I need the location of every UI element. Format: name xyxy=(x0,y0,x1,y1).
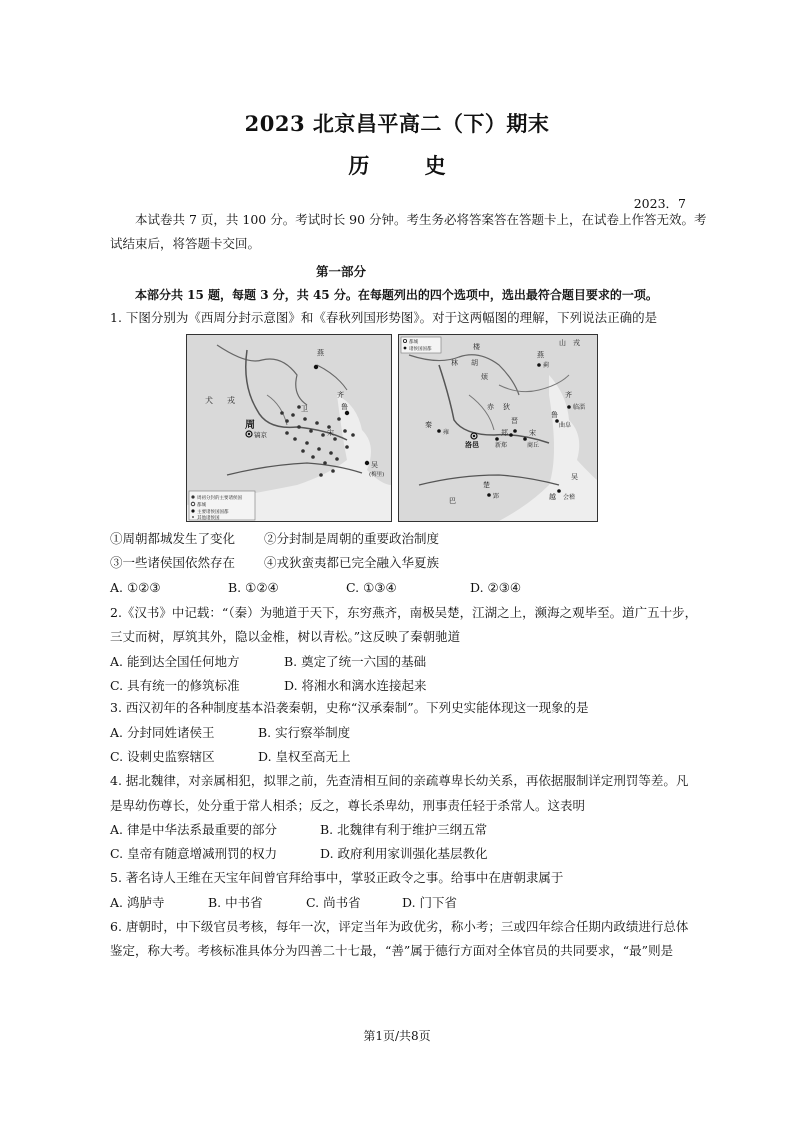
q1-options xyxy=(110,576,692,600)
q3-options-row-2 xyxy=(110,745,692,769)
map1-legend-2: 主要诸侯国国都 xyxy=(197,510,229,515)
map2-label-yue: 越 xyxy=(549,493,556,501)
map2-label-luoyi: 洛邑 xyxy=(465,441,479,449)
map1-label-rong: 戎 xyxy=(227,396,235,405)
map2-label-ba: 巴 xyxy=(449,497,456,505)
map2-label-lou: 楼 xyxy=(473,343,480,351)
part-instruction: 本部分共 15 题，每题 3 分，共 45 分。在每题列出的四个选项中，选出最符合题目要求的一项。 xyxy=(135,288,658,302)
q3-options-row-1 xyxy=(110,721,692,745)
subject-char-2: 史 xyxy=(424,153,446,178)
q2-options-row-1 xyxy=(110,650,692,674)
q4-option-b[interactable]: B. 北魏律有利于维护三纲五常 xyxy=(320,822,488,837)
q4-option-a[interactable]: A. 律是中华法系最重要的部分 xyxy=(110,822,277,837)
map2-label-hu: 胡 xyxy=(471,359,478,367)
map-western-zhou xyxy=(186,334,392,522)
q1-option-a[interactable]: A. ①②③ xyxy=(110,580,161,595)
q2-option-c[interactable]: C. 具有统一的修筑标准 xyxy=(110,678,240,693)
q1-items-row-1 xyxy=(110,527,692,551)
q4-option-c[interactable]: C. 皇帝有随意增减刑罚的权力 xyxy=(110,846,278,861)
page-title: 2023 北京昌平高二（下）期末 xyxy=(244,111,550,136)
q3-stem: 3. 西汉初年的各种制度基本沿袭秦朝，史称“汉承秦制”。下列史实能体现这一现象的是 xyxy=(110,700,589,715)
exam-date: 2023．7 xyxy=(633,196,686,211)
map2-label-fan: 烦 xyxy=(481,373,488,381)
q5-options xyxy=(110,891,692,915)
q2-options-row-2 xyxy=(110,674,692,698)
q4-options-row-2 xyxy=(110,842,692,866)
q5-option-a[interactable]: A. 鸿胪寺 xyxy=(110,895,165,910)
map2-label-qufu: 曲阜 xyxy=(559,422,572,429)
q4-line-2: 是卑幼伤尊长，处分重于常人相杀；反之，尊长杀卑幼，刑事责任轻于杀常人。这表明 xyxy=(110,798,586,813)
map2-label-di: 狄 xyxy=(503,403,510,411)
q1-item-1: ①周朝都城发生了变化 xyxy=(110,531,236,546)
q1-option-b[interactable]: B. ①②④ xyxy=(228,580,279,595)
map1-label-qi: 齐 xyxy=(337,391,344,399)
subject-char-1: 历 xyxy=(348,153,370,178)
map1-legend-0: 周初分封的主要诸侯国 xyxy=(197,496,242,501)
q5-stem: 5. 著名诗人王维在天宝年间曾官拜给事中，掌驳正政令之事。给事中在唐朝隶属于 xyxy=(110,870,564,885)
map-spring-autumn-svg xyxy=(399,335,597,521)
map1-label-wu: 吴 xyxy=(371,461,378,469)
q2-line-2: 三丈而树，厚筑其外，隐以金椎，树以青松。”这反映了秦朝驰道 xyxy=(110,629,461,644)
q4-options-row-1 xyxy=(110,818,692,842)
map2-label-kuaiji: 会稽 xyxy=(563,494,576,501)
subject-title xyxy=(0,150,794,180)
q3-option-a[interactable]: A. 分封同姓诸侯王 xyxy=(110,725,215,740)
q1-item-4: ④戎狄蛮夷都已完全融入华夏族 xyxy=(264,555,440,570)
q2-option-a[interactable]: A. 能到达全国任何地方 xyxy=(110,654,240,669)
q1-option-c[interactable]: C. ①③④ xyxy=(346,580,397,595)
map2-label-song: 宋 xyxy=(529,429,536,437)
map1-legend-3: 其他诸侯国 xyxy=(197,516,220,521)
map2-label-wu: 吴 xyxy=(571,473,578,481)
map2-legend-0: 都城 xyxy=(409,340,418,345)
q4-option-d[interactable]: D. 政府利用家训强化基层教化 xyxy=(320,846,488,861)
map2-label-xinzheng: 新郑 xyxy=(495,442,508,449)
map1-label-meili: (梅里) xyxy=(369,472,385,478)
q3-option-b[interactable]: B. 实行察举制度 xyxy=(258,725,351,740)
q5-option-b[interactable]: B. 中书省 xyxy=(208,895,263,910)
map2-legend-1: 诸侯国国都 xyxy=(409,347,432,352)
map2-label-yan: 燕 xyxy=(537,351,544,359)
q1-option-d[interactable]: D. ②③④ xyxy=(470,580,522,595)
map1-label-song: 宋 xyxy=(327,429,334,437)
map1-legend-1: 都城 xyxy=(197,503,206,508)
intro-line-2: 试结束后，将答题卡交回。 xyxy=(110,236,261,251)
map2-label-chi: 赤 xyxy=(487,403,494,411)
map2-label-lu: 鲁 xyxy=(551,411,558,419)
map1-label-wei: 卫 xyxy=(301,405,308,413)
map2-label-qi: 齐 xyxy=(565,391,572,399)
map2-label-rong: 戎 xyxy=(573,339,580,347)
map1-label-haojing: 镐京 xyxy=(254,431,267,439)
q2-option-b[interactable]: B. 奠定了统一六国的基础 xyxy=(284,654,427,669)
q1-item-3: ③一些诸侯国依然存在 xyxy=(110,555,236,570)
q1-item-2: ②分封制是周朝的重要政治制度 xyxy=(264,531,440,546)
q6-line-2: 鉴定，称大考。考核标准具体分为四善二十七最，“善”属于德行方面对全体官员的共同要求，“最”则是 xyxy=(110,943,674,958)
q4-line-1: 4. 据北魏律，对亲属相犯，拟罪之前，先查清相互间的亲疏尊卑长幼关系，再依据服制详定刑罚等差。凡 xyxy=(110,773,689,788)
q3-option-d[interactable]: D. 皇权至高无上 xyxy=(258,749,351,764)
map2-label-linzi: 临淄 xyxy=(573,404,586,411)
map2-label-yong: 雍 xyxy=(443,429,450,436)
map-western-zhou-svg xyxy=(187,335,391,521)
q2-line-1: 2.《汉书》中记载：“（秦）为驰道于天下，东穷燕齐，南极吴楚，江湖之上，濒海之观毕至。道广五十步， xyxy=(110,605,698,620)
q1-items-row-2 xyxy=(110,551,692,575)
map2-label-qin: 秦 xyxy=(425,421,432,429)
map2-label-chu: 楚 xyxy=(483,481,490,489)
map1-label-yan: 燕 xyxy=(317,349,324,357)
map2-label-ji: 蓟 xyxy=(543,362,550,369)
q1-stem: 1. 下图分别为《西周分封示意图》和《春秋列国形势图》。对于这两幅图的理解，下列说法正确的是 xyxy=(110,310,658,325)
q5-option-d[interactable]: D. 门下省 xyxy=(402,895,458,910)
map2-label-ying: 郢 xyxy=(493,493,500,500)
intro-line-1: 本试卷共 7 页，共 100 分。考试时长 90 分钟。考生务必将答案答在答题卡上，在试卷上作答无效。考 xyxy=(135,212,707,227)
q2-option-d[interactable]: D. 将湘水和漓水连接起来 xyxy=(284,678,427,693)
part-title: 第一部分 xyxy=(316,264,367,279)
map2-label-jin: 晋 xyxy=(511,417,518,425)
map2-label-zheng: 郑 xyxy=(501,429,508,437)
map2-label-lin: 林 xyxy=(451,359,458,367)
q5-option-c[interactable]: C. 尚书省 xyxy=(306,895,361,910)
q3-option-c[interactable]: C. 设刺史监察辖区 xyxy=(110,749,215,764)
map-spring-autumn xyxy=(398,334,598,522)
map2-label-shangqiu: 商丘 xyxy=(527,442,540,449)
map1-label-zhou: 周 xyxy=(245,420,255,431)
page-number: 第1页/共8页 xyxy=(363,1029,431,1043)
q6-line-1: 6. 唐朝时，中下级官员考核，每年一次，评定当年为政优劣，称小考；三或四年综合任期内政绩进行总体 xyxy=(110,919,689,934)
map1-label-quan: 犬 xyxy=(205,396,213,405)
map2-label-shan: 山 xyxy=(559,339,566,347)
map1-label-lu: 鲁 xyxy=(341,403,348,411)
